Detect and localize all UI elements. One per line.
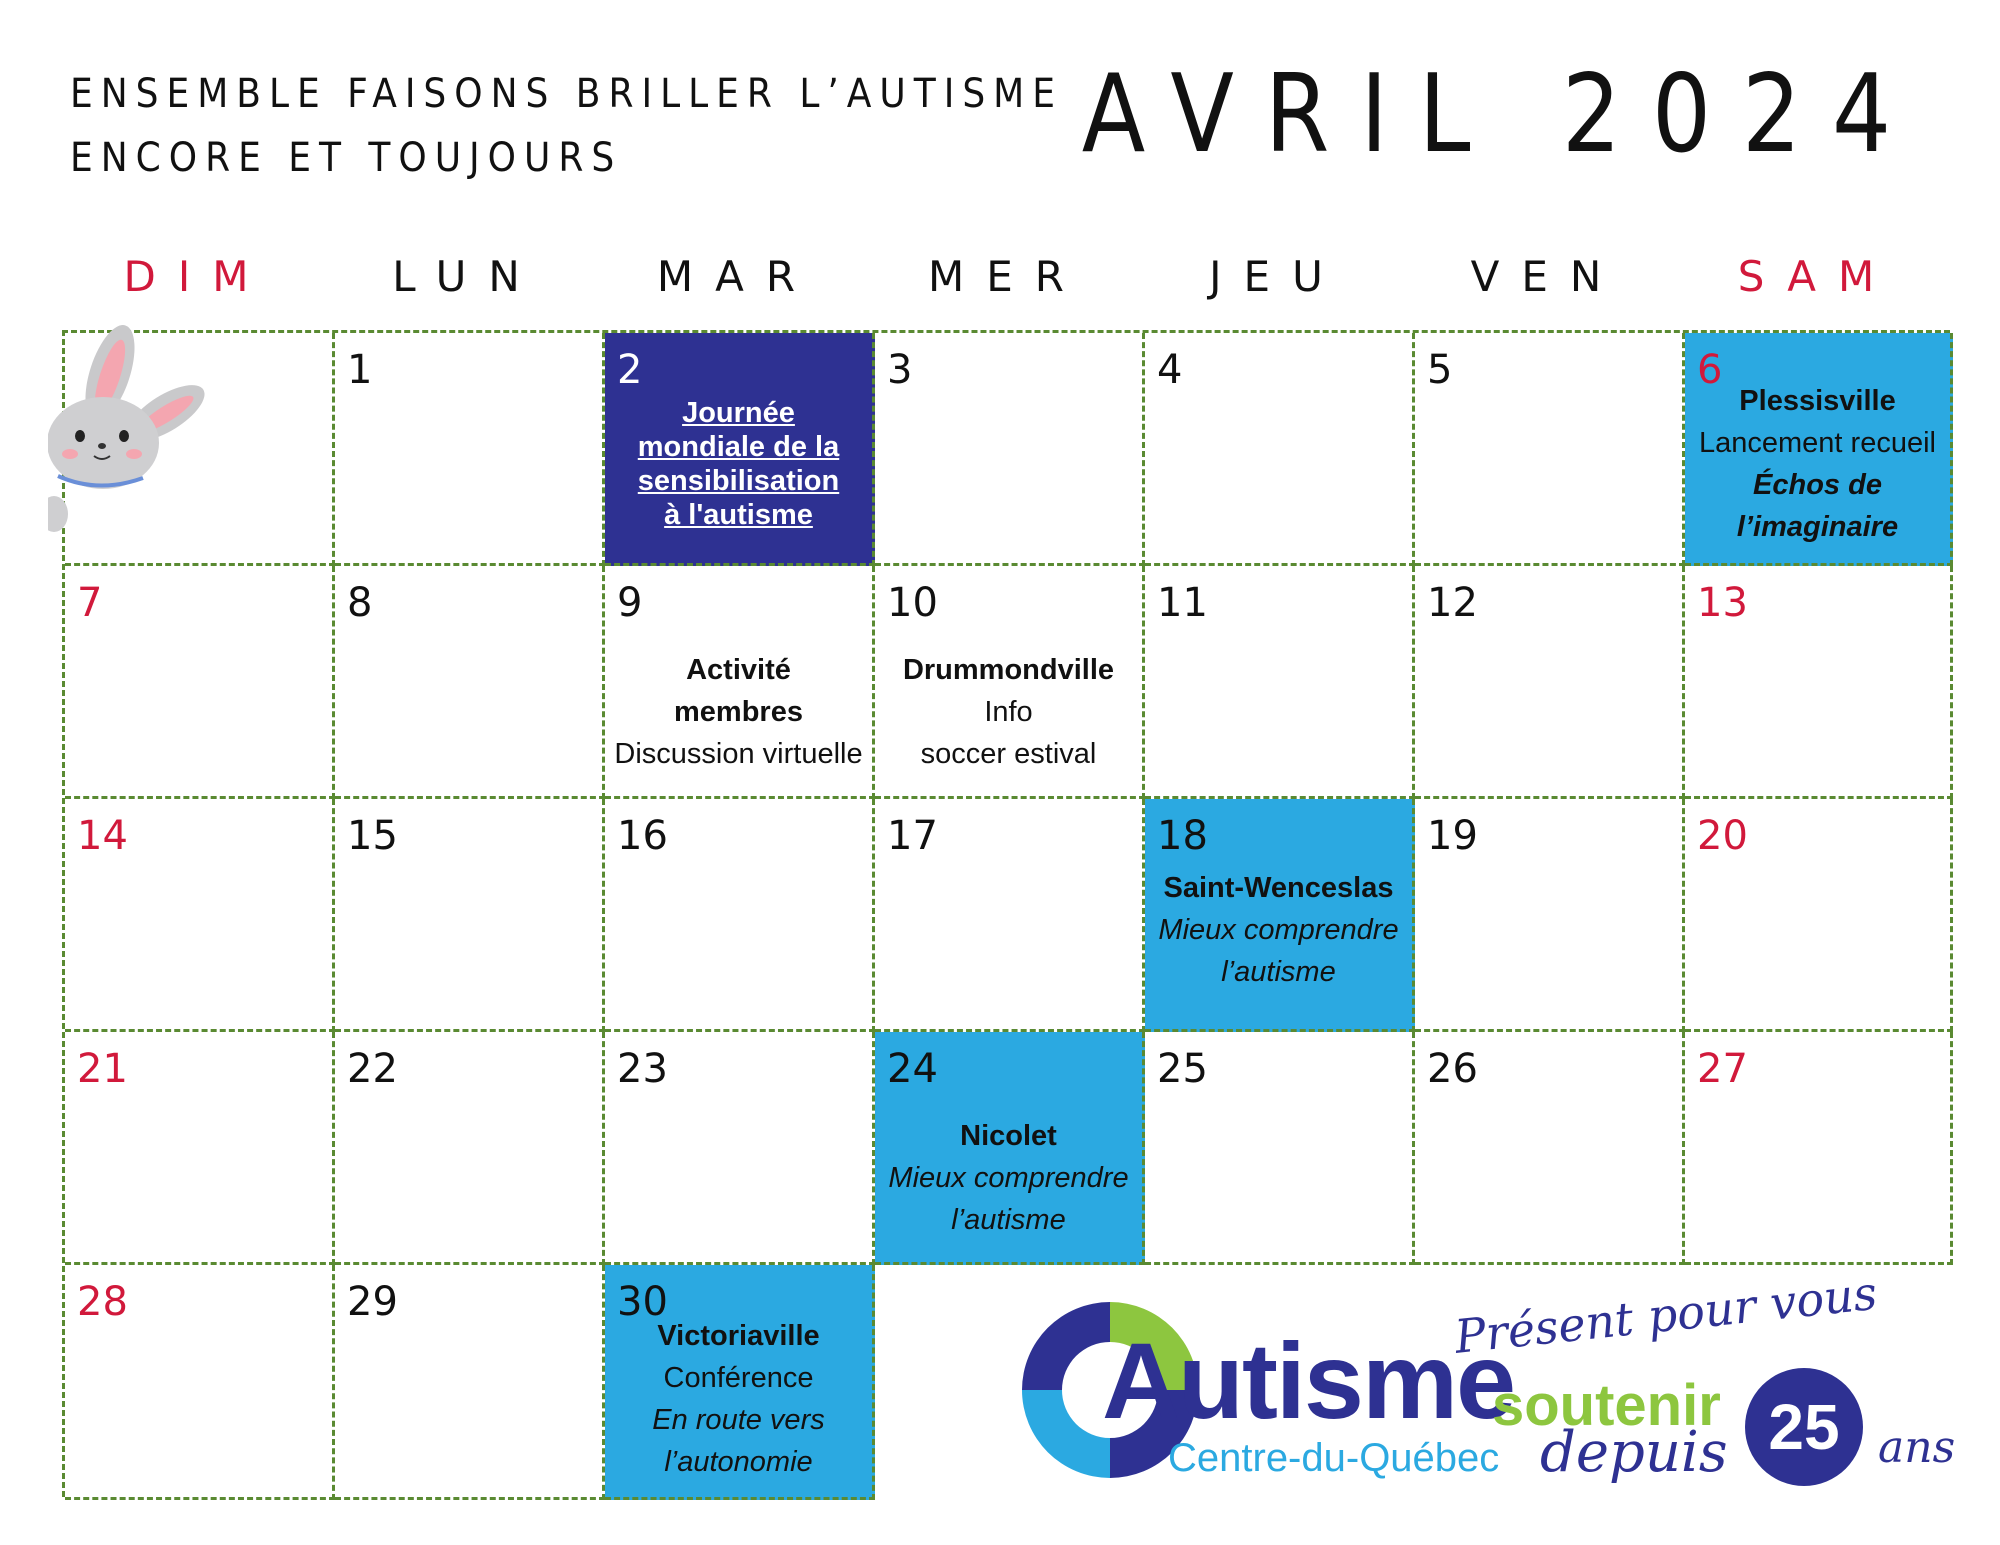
- event-victoriaville[interactable]: [605, 1309, 872, 1489]
- event-drummondville[interactable]: [875, 636, 1142, 788]
- tagline: [70, 62, 1063, 190]
- day-number: 9: [617, 580, 643, 626]
- calendar-cell-day-17[interactable]: [875, 799, 1145, 1032]
- month-title: AVRIL 2024: [1081, 52, 1922, 177]
- day-number: 21: [77, 1046, 128, 1092]
- event-member-activity[interactable]: [605, 636, 872, 788]
- day-number: 28: [77, 1279, 128, 1325]
- day-number: 24: [887, 1046, 938, 1092]
- event-plessisville[interactable]: [1685, 373, 1950, 555]
- calendar-cell-day-27[interactable]: [1685, 1032, 1953, 1265]
- calendar-cell-day-6[interactable]: [1685, 333, 1953, 566]
- day-number: 29: [347, 1279, 398, 1325]
- day-number: 10: [887, 580, 938, 626]
- calendar-cell-day-25[interactable]: [1145, 1032, 1415, 1265]
- event-description: Discussion virtuelle: [614, 738, 863, 770]
- calendar-cell-day-10[interactable]: [875, 566, 1145, 799]
- calendar-cell-day-20[interactable]: [1685, 799, 1953, 1032]
- calendar-cell-day-7[interactable]: [65, 566, 335, 799]
- event-title-line: l’autisme: [1221, 956, 1336, 988]
- day-number: 6: [1697, 347, 1723, 393]
- calendar-cell-day-21[interactable]: [65, 1032, 335, 1265]
- calendar-cell-day-23[interactable]: [605, 1032, 875, 1265]
- event-title-line: Mieux comprendre: [888, 1162, 1129, 1194]
- calendar-cell-day-14[interactable]: [65, 799, 335, 1032]
- calendar-cell-day-22[interactable]: [335, 1032, 605, 1265]
- calendar-cell-day-18[interactable]: [1145, 799, 1415, 1032]
- slogan-soutenir: soutenir: [1492, 1373, 1721, 1438]
- calendar-cell-day-30[interactable]: [605, 1265, 875, 1500]
- event-title-line: En route vers: [652, 1404, 825, 1436]
- event-title-line: Journée: [682, 397, 795, 429]
- day-number: 25: [1157, 1046, 1208, 1092]
- calendar-cell-day-16[interactable]: [605, 799, 875, 1032]
- calendar-cell-day-29[interactable]: [335, 1265, 605, 1500]
- day-number: 3: [887, 347, 913, 393]
- event-place: Victoriaville: [657, 1320, 820, 1352]
- logo-region: Centre-du-Québec: [1168, 1436, 1500, 1480]
- event-title-line: à l'autisme: [664, 499, 813, 531]
- calendar-cell-day-28[interactable]: [65, 1265, 335, 1500]
- event-place: Saint-Wenceslas: [1163, 872, 1394, 904]
- day-number: 30: [617, 1279, 668, 1325]
- weekday-monday: LUN: [392, 252, 542, 301]
- day-number: 8: [347, 580, 373, 626]
- day-number: 15: [347, 813, 398, 859]
- day-number: 4: [1157, 347, 1183, 393]
- anniversary-badge: 25: [1745, 1368, 1863, 1486]
- weekday-friday: VEN: [1470, 252, 1624, 301]
- event-place: Drummondville: [902, 654, 1115, 686]
- calendar-cell-day-19[interactable]: [1415, 799, 1685, 1032]
- event-place: Plessisville: [1739, 385, 1896, 417]
- calendar-cell-day-24[interactable]: [875, 1032, 1145, 1265]
- event-title-line: l’imaginaire: [1736, 511, 1899, 543]
- event-nicolet[interactable]: [875, 1102, 1142, 1254]
- day-number: 23: [617, 1046, 668, 1092]
- event-title-line: l’autisme: [951, 1204, 1066, 1236]
- event-place: Activité: [686, 654, 791, 686]
- day-number: 12: [1427, 580, 1478, 626]
- day-number: 11: [1157, 580, 1208, 626]
- event-world-autism-day[interactable]: [605, 373, 872, 555]
- calendar-cell-day-5[interactable]: [1415, 333, 1685, 566]
- event-title-line: l’autonomie: [664, 1446, 813, 1478]
- calendar-cell-day-2[interactable]: [605, 333, 875, 566]
- slogan-present: Présent pour vous: [1452, 1265, 1880, 1364]
- weekday-tuesday: MAR: [656, 252, 818, 301]
- day-number: 14: [77, 813, 128, 859]
- day-number: 19: [1427, 813, 1478, 859]
- event-title-line: sensibilisation: [637, 465, 840, 497]
- tagline-line-2: ENCORE ET TOUJOURS: [70, 135, 623, 181]
- weekday-saturday: SAM: [1737, 252, 1897, 301]
- day-number: 2: [617, 347, 643, 393]
- day-number: 18: [1157, 813, 1208, 859]
- day-number: 1: [347, 347, 373, 393]
- day-number: 17: [887, 813, 938, 859]
- weekday-header: [62, 252, 1952, 312]
- calendar-cell-day-1[interactable]: [335, 333, 605, 566]
- calendar-cell-day-3[interactable]: [875, 333, 1145, 566]
- calendar-cell-day-13[interactable]: [1685, 566, 1953, 799]
- weekday-wednesday: MER: [928, 252, 1086, 301]
- event-place: membres: [674, 696, 803, 728]
- day-number: 7: [77, 580, 103, 626]
- event-place: Nicolet: [960, 1120, 1057, 1152]
- day-number: 26: [1427, 1046, 1478, 1092]
- anniversary-unit: ans: [1878, 1422, 1956, 1473]
- calendar-cell-day-11[interactable]: [1145, 566, 1415, 799]
- calendar-cell-day-26[interactable]: [1415, 1032, 1685, 1265]
- slogan-depuis: depuis: [1540, 1420, 1728, 1485]
- event-title-line: mondiale de la: [637, 431, 840, 463]
- calendar-cell-day-9[interactable]: [605, 566, 875, 799]
- day-number: 13: [1697, 580, 1748, 626]
- event-description: Lancement recueil: [1699, 427, 1936, 459]
- calendar-cell-day-4[interactable]: [1145, 333, 1415, 566]
- event-description: Conférence: [663, 1362, 814, 1394]
- event-saint-wenceslas[interactable]: [1145, 839, 1412, 1021]
- weekday-sunday: DIM: [123, 252, 271, 301]
- calendar-cell-day-15[interactable]: [335, 799, 605, 1032]
- day-number: 20: [1697, 813, 1748, 859]
- organization-logo: [1010, 1265, 1970, 1510]
- day-number: 16: [617, 813, 668, 859]
- event-title-line: Échos de: [1753, 469, 1882, 501]
- calendar-cell-day-8[interactable]: [335, 566, 605, 799]
- day-number: 22: [347, 1046, 398, 1092]
- day-number: 5: [1427, 347, 1453, 393]
- event-description: soccer estival: [920, 738, 1097, 770]
- bunny-icon: [48, 318, 208, 548]
- event-description: Info: [984, 696, 1033, 728]
- logo-wordmark: Autisme: [1102, 1320, 1515, 1441]
- tagline-line-1: ENSEMBLE FAISONS BRILLER L’AUTISME: [70, 71, 1063, 117]
- weekday-thursday: JEU: [1209, 252, 1345, 301]
- event-title-line: Mieux comprendre: [1158, 914, 1399, 946]
- day-number: 27: [1697, 1046, 1748, 1092]
- calendar-cell-day-12[interactable]: [1415, 566, 1685, 799]
